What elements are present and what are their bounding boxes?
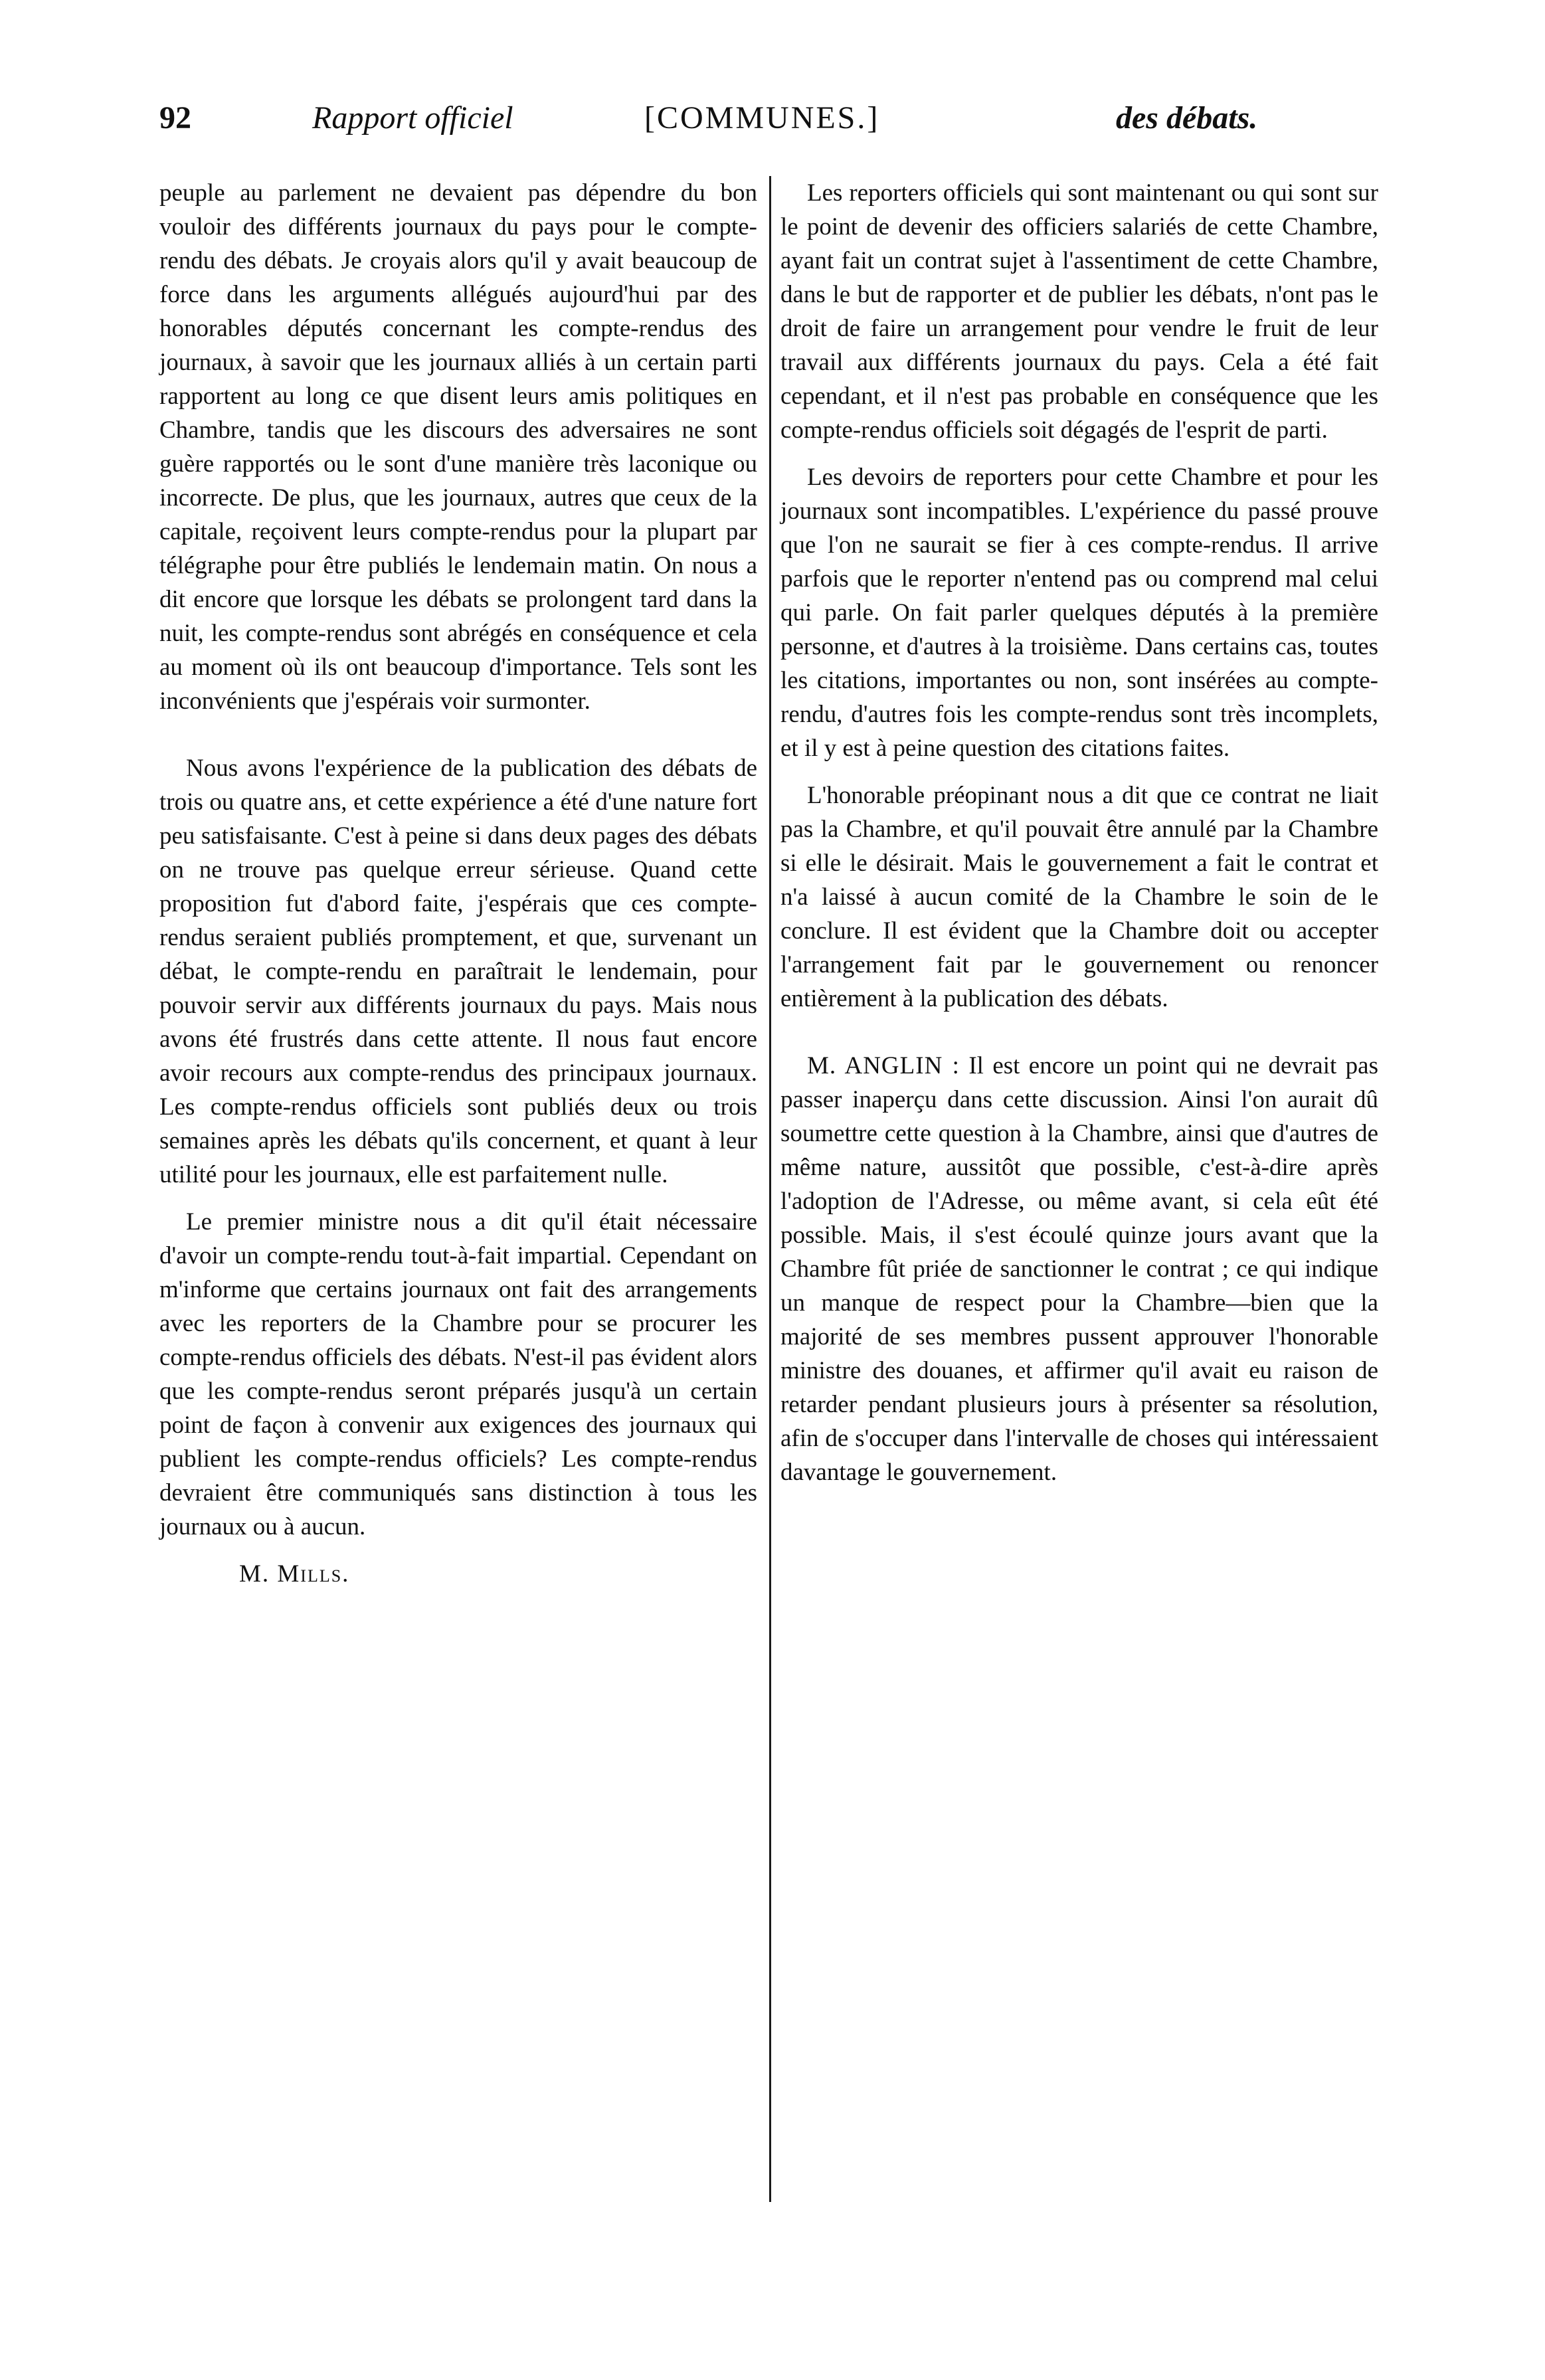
left-paragraph-3: Le premier ministre nous a dit qu'il était nécessaire d'avoir un compte-rendu tout-à-fait impartial. Cependant on m'informe que certains journaux ont fait des arrangements avec les reporters de la Chambre pour se procurer les compte-rendus officiels des débats. N'est-il pas évident alors que les compte-rendus seront préparés jusqu'à un certain point de façon à convenir aux exigences des journaux qui publient les compte-rendus officiels? Les compte-rendus devraient être communiqués sans distinction à tous les journaux ou à aucun.: [159, 1208, 757, 1540]
speech-text: Il est encore un point qui ne devrait pas passer inaperçu dans cette discussion. Ainsi l'on aurait dû soumettre cette question à la Chambre, ainsi que d'autres de même nature, aussitôt que possible, c'est-à-dire après l'adoption de l'Adresse, ou même avant, si cela eût été possible. Mais, il s'est écoulé quinze jours avant que la Chambre fût priée de sanctionner le contrat ; ce qui indique un manque de respect pour la Chambre—bien que la majorité de ses membres pussent approuver l'honorable ministre des douanes, et affirmer qu'il avait eu raison de retarder pendant plusieurs jours à présenter sa résolution, afin de s'occuper dans l'intervalle de choses qui intéressaient davantage le gouvernement.: [780, 1052, 1378, 1486]
page-header: [159, 100, 1421, 159]
left-column: [159, 176, 757, 1591]
anglin-speech: [780, 1049, 1378, 1489]
speaker-signature: M. Mills.: [239, 1560, 350, 1588]
right-paragraph-2: Les devoirs de reporters pour cette Chambre et pour les journaux sont incompatibles. L'expérience du passé prouve que l'on ne saurait se fier à ces compte-rendus. Il arrive parfois que le reporter n'entend pas ou comprend mal celui qui parle. On fait parler quelques députés à la première personne, et d'autres à la troisième. Dans certains cas, toutes les citations, importantes ou non, sont insérées au compte-rendu, d'autres fois les compte-rendus sont très incomplets, et il y est à peine question des citations faites.: [780, 464, 1378, 762]
speaker-name: M. ANGLIN :: [807, 1052, 960, 1079]
running-title-right: des débats.: [1116, 100, 1258, 136]
right-column: [780, 176, 1378, 1503]
left-paragraph-2: Nous avons l'expérience de la publication des débats de trois ou quatre ans, et cette expérience a été d'une nature fort peu satisfaisante. C'est à peine si dans deux pages des débats on ne trouve pas quelque erreur sérieuse. Quand cette proposition fut d'abord faite, j'espérais que ces compte-rendus seraient publiés promptement, et que, survenant un débat, le compte-rendu en paraîtrait le lendemain, pour pouvoir servir aux différents journaux du pays. Mais nous avons été frustrés dans cette attente. Il nous faut encore avoir recours aux compte-rendus des principaux journaux. Les compte-rendus officiels sont publiés deux ou trois semaines après les débats qu'ils concernent, et quant à leur utilité pour les journaux, elle est parfaitement nulle.: [159, 755, 757, 1188]
right-paragraph-3: L'honorable préopinant nous a dit que ce contrat ne liait pas la Chambre, et qu'il pouvait être annulé par la Chambre si elle le désirait. Mais le gouvernement a fait le contrat et n'a laissé à aucun comité de la Chambre le soin de le conclure. Il est évident que la Chambre doit ou accepter l'arrangement fait par le gouvernement ou renoncer entièrement à la publication des débats.: [780, 782, 1378, 1012]
column-divider: [769, 176, 771, 2202]
right-paragraph-1: Les reporters officiels qui sont maintenant ou qui sont sur le point de devenir des officiers salariés de cette Chambre, ayant fait un contrat sujet à l'assentiment de cette Chambre, dans le but de rapporter et de publier les débats, n'ont pas le droit de faire un arrangement pour vendre le fruit de leur travail aux différents journaux du pays. Cela a été fait cependant, et il n'est pas probable en conséquence que les compte-rendus officiels soit dégagés de l'esprit de parti.: [780, 179, 1378, 444]
left-paragraph-1: peuple au parlement ne devaient pas dépendre du bon vouloir des différents journaux du pays pour le compte-rendu des débats. Je croyais alors qu'il y avait beaucoup de force dans les arguments allégués aujourd'hui par des honorables députés concernant les compte-rendus des journaux, à savoir que les journaux alliés à un certain parti rapportent au long ce que disent leurs amis politiques en Chambre, tandis que les discours des adversaires ne sont guère rapportés ou le sont d'une manière très laconique ou incorrecte. De plus, que les journaux, autres que ceux de la capitale, reçoivent leurs compte-rendus pour la plupart par télégraphe pour être publiés le lendemain matin. On nous a dit encore que lorsque les débats se prolongent tard dans la nuit, les compte-rendus sont abrégés en conséquence et cela au moment où ils ont beaucoup d'importance. Tels sont les inconvénients que j'espérais voir surmonter.: [159, 179, 757, 715]
running-title-center: [COMMUNES.]: [644, 100, 880, 136]
page-number: 92: [159, 100, 191, 136]
running-title-left: Rapport officiel: [312, 100, 513, 136]
